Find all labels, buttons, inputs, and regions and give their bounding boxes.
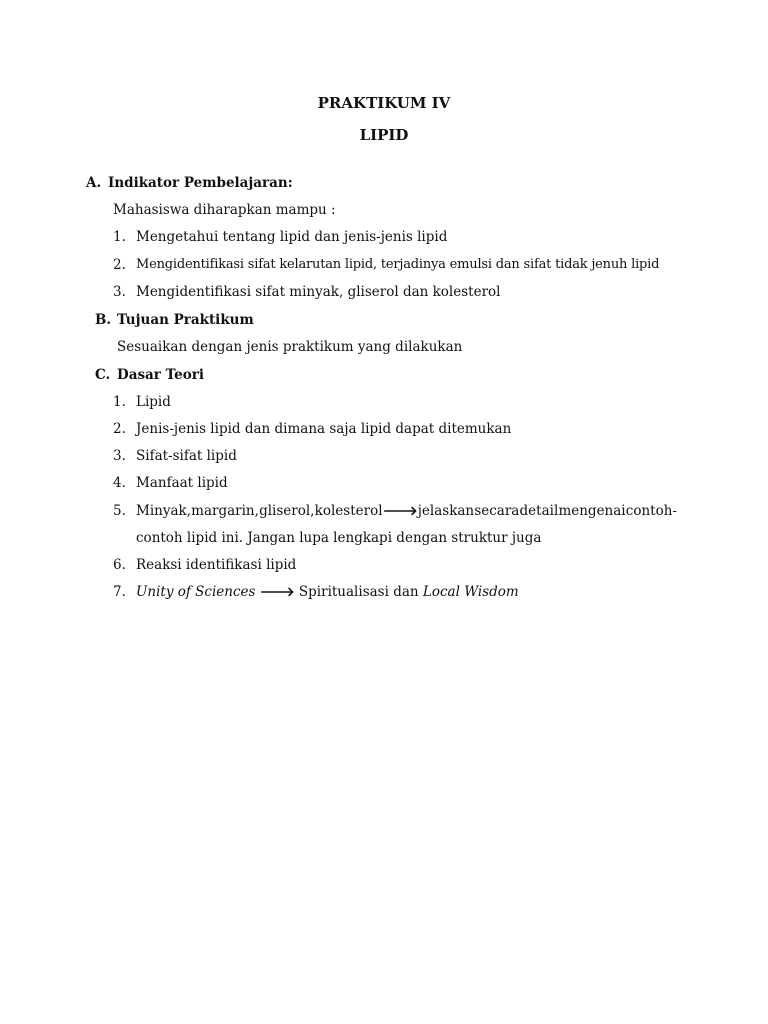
section-c-item-7-number: 7. xyxy=(113,584,126,600)
section-b-body: Sesuaikan dengan jenis praktikum yang dilakukan xyxy=(117,339,463,355)
section-c-item-3-number: 3. xyxy=(113,448,126,464)
section-c-item-3-text: Sifat-sifat lipid xyxy=(136,448,237,464)
document-title: PRAKTIKUM IV xyxy=(317,94,451,112)
unity-of-sciences-text: Unity of Sciences xyxy=(136,584,256,600)
section-c-heading: Dasar Teori xyxy=(117,367,204,383)
section-b-heading: Tujuan Praktikum xyxy=(117,312,254,328)
section-c-item-5-number: 5. xyxy=(113,503,126,519)
section-a-item-2-text: Mengidentifikasi sifat kelarutan lipid, terjadinya emulsi dan sifat tidak jenuh lipid xyxy=(136,257,660,272)
section-b-marker: B. xyxy=(95,312,112,328)
section-a-item-3-text: Mengidentifikasi sifat minyak, gliserol dan kolesterol xyxy=(136,284,501,300)
document-subtitle: LIPID xyxy=(359,126,409,144)
section-a-item-3-number: 3. xyxy=(113,284,126,300)
section-a-item-1-text: Mengetahui tentang lipid dan jenis-jenis lipid xyxy=(136,229,448,245)
section-a-marker: A. xyxy=(86,175,102,191)
section-c-item-6-number: 6. xyxy=(113,557,126,573)
section-a-item-1-number: 1. xyxy=(113,229,126,245)
item-5-word: contoh- xyxy=(625,503,677,519)
local-wisdom-text: Local Wisdom xyxy=(422,584,519,600)
section-c-marker: C. xyxy=(95,367,111,383)
section-a-item-2-number: 2. xyxy=(113,257,126,273)
section-a-intro: Mahasiswa diharapkan mampu : xyxy=(113,202,336,218)
item-5-word: Minyak, xyxy=(136,503,191,519)
section-c-item-7-text xyxy=(136,584,519,600)
item-5-word: secara xyxy=(474,503,520,519)
section-c-item-5-line-1 xyxy=(136,503,677,519)
item-5-word: mengenai xyxy=(558,503,626,519)
item-5-word: jelaskan xyxy=(417,503,475,519)
arrow-right-icon: 🡒 xyxy=(382,504,418,519)
arrow-right-icon: 🡒 xyxy=(259,585,295,600)
section-a-heading: Indikator Pembelajaran: xyxy=(108,175,293,191)
section-c-item-2-text: Jenis-jenis lipid dan dimana saja lipid dapat ditemukan xyxy=(136,421,512,437)
section-c-item-4-text: Manfaat lipid xyxy=(136,475,228,491)
item-5-word: detail xyxy=(519,503,559,519)
item-7-middle-text: Spiritualisasi dan xyxy=(298,584,419,600)
item-5-word: kolesterol xyxy=(314,503,383,519)
section-c-item-2-number: 2. xyxy=(113,421,126,437)
item-5-word: gliserol, xyxy=(259,503,315,519)
section-c-item-5-line-2: contoh lipid ini. Jangan lupa lengkapi dengan struktur juga xyxy=(136,530,542,546)
section-c-item-1-text: Lipid xyxy=(136,394,171,410)
section-c-item-4-number: 4. xyxy=(113,475,126,491)
section-c-item-6-text: Reaksi identifikasi lipid xyxy=(136,557,297,573)
item-5-word: margarin, xyxy=(191,503,259,519)
section-c-item-1-number: 1. xyxy=(113,394,126,410)
